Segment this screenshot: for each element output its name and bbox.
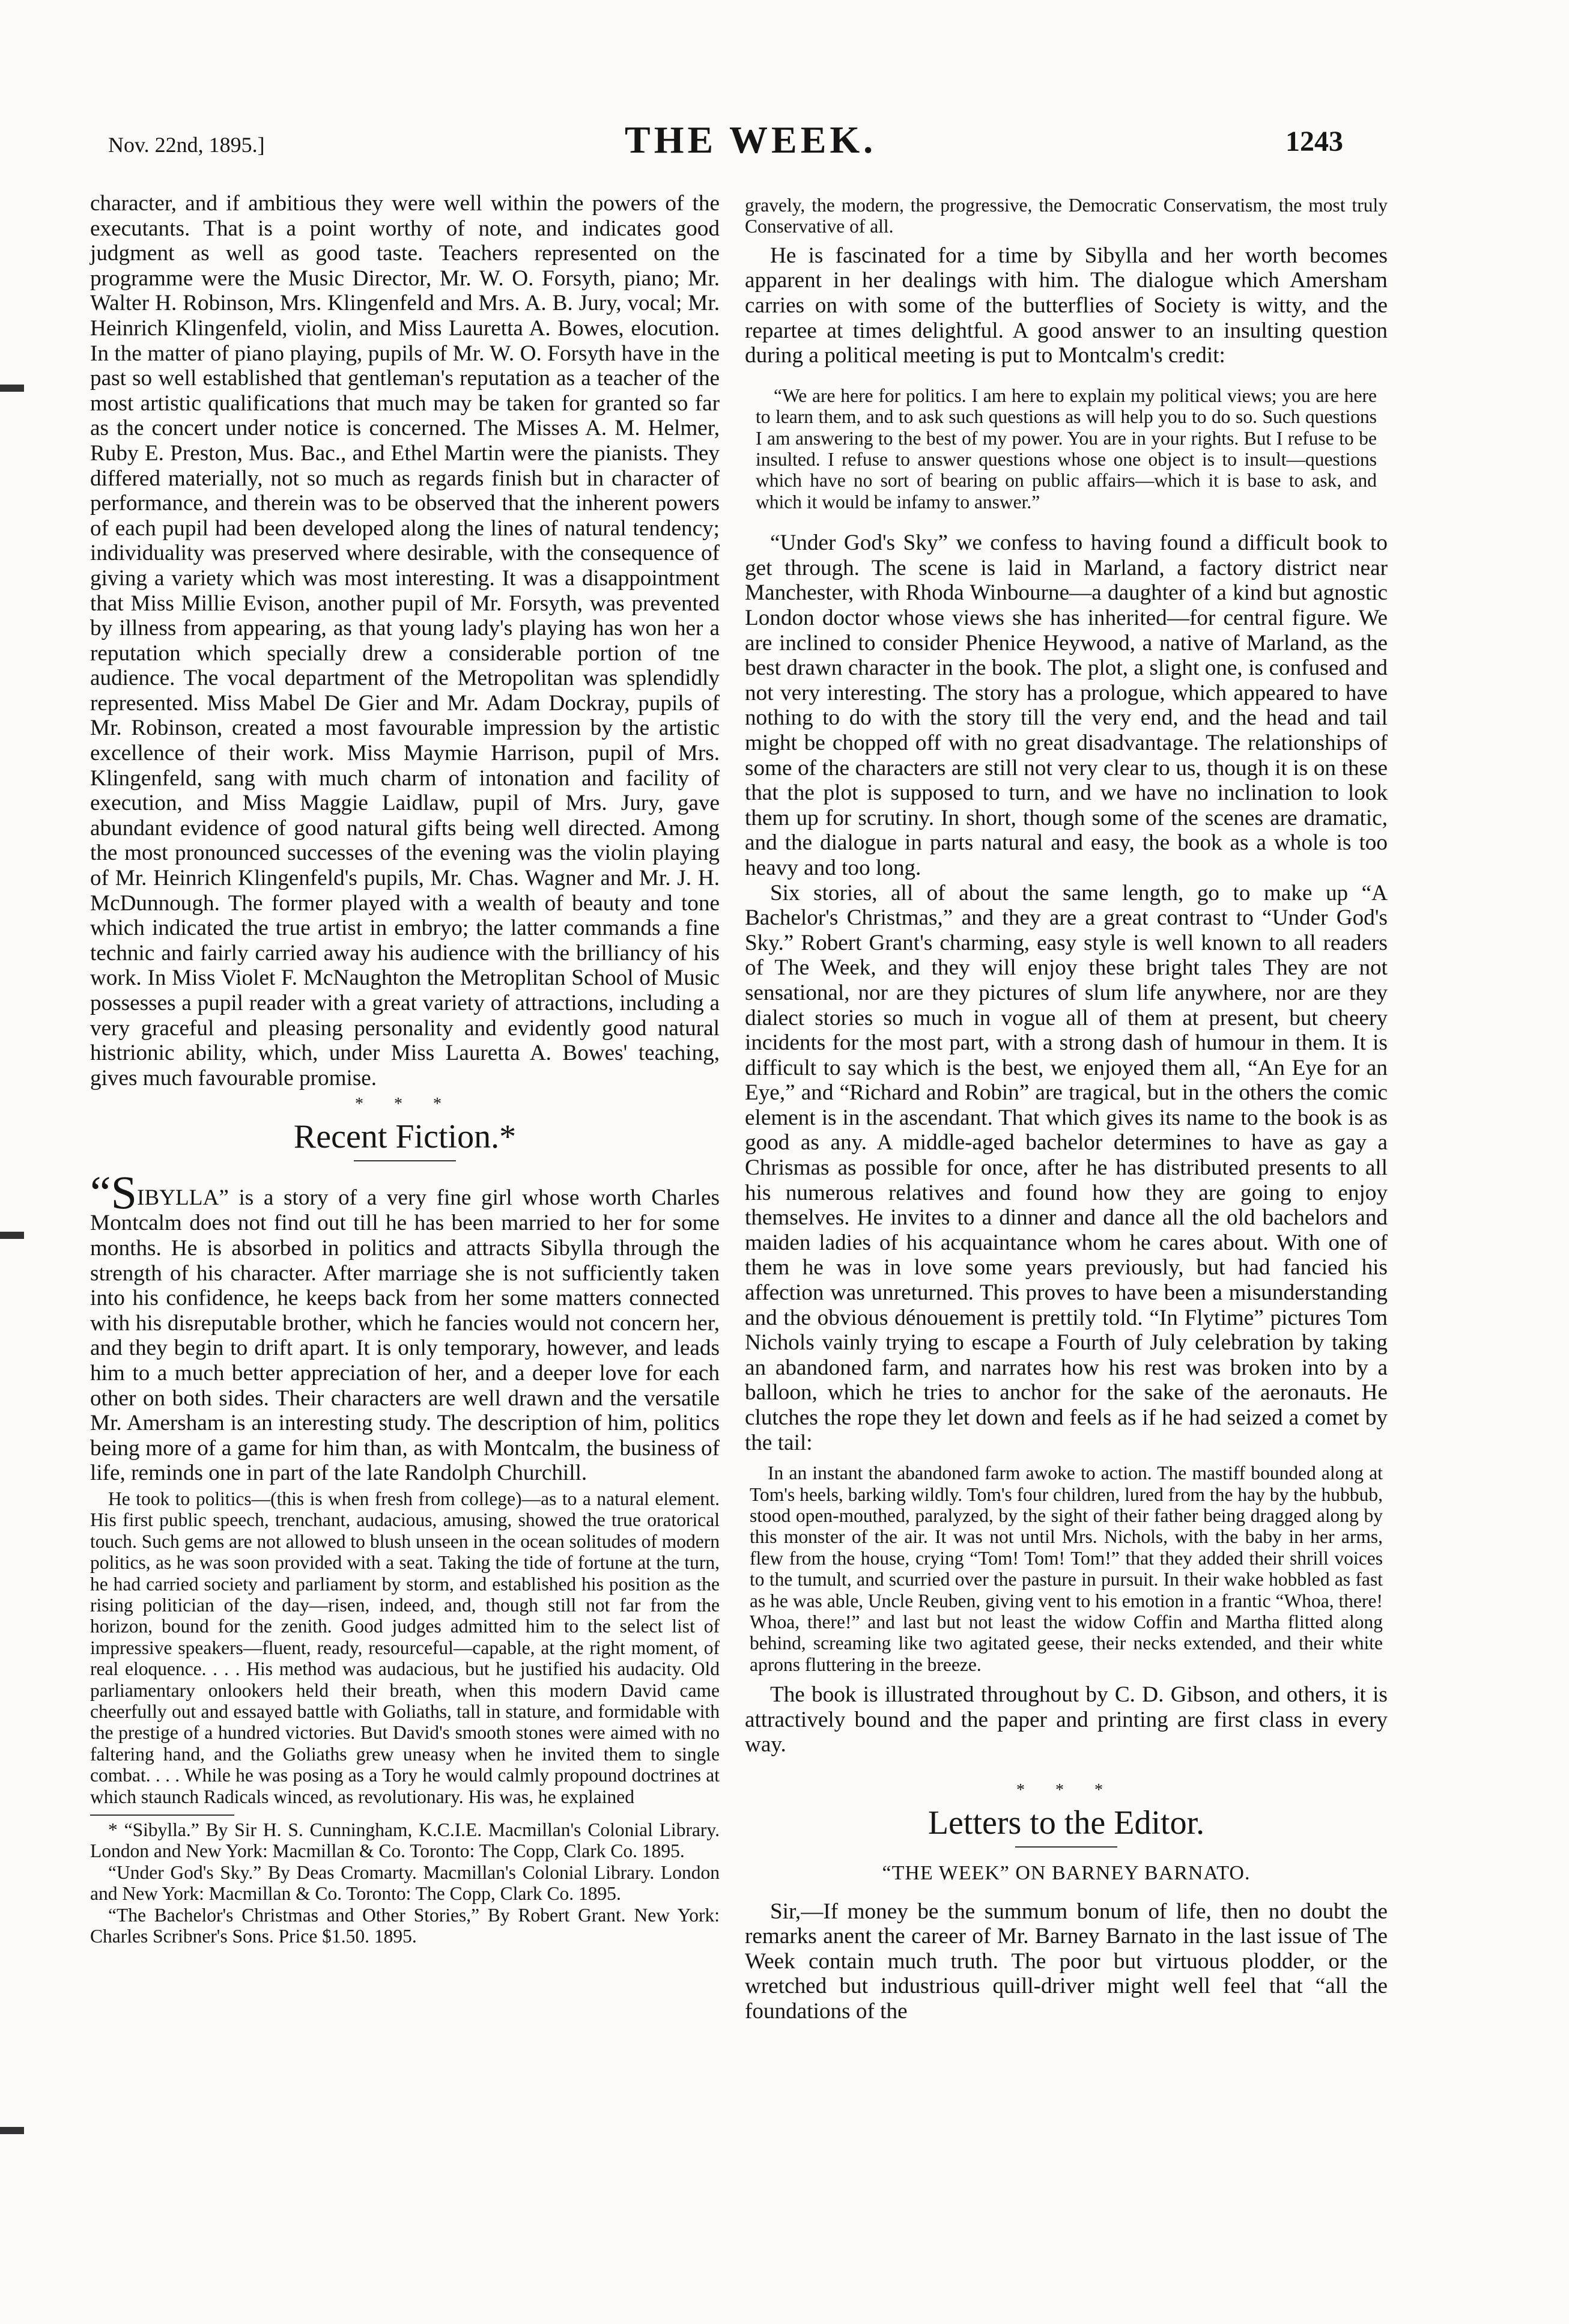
montcalm-quote: “We are here for politics. I am here to explain my political views; you are here to learn them, and to ask such questions as will help you to do so. Such questions I am answering to the best of my power. You are in your rights. But I refuse to be insulted. I refuse to answer questions whose one object is to insult—questions which have no sort of bearing on public affairs—which it is base to ask, and which it would be infamy to answer.” bbox=[756, 385, 1377, 513]
footnote-1: * “Sibylla.” By Sir H. S. Cunningham, K.C.I.E. Macmillan's Colonial Library. London and New York: Macmillan & Co. Toronto: The Copp, Clark Co. 1895. bbox=[90, 1819, 720, 1862]
section-separator: * * * bbox=[355, 1095, 455, 1114]
sibylla-review-paragraph bbox=[90, 1166, 720, 1486]
title-rule bbox=[1015, 1846, 1117, 1848]
under-gods-sky-review: “Under God's Sky” we confess to having found a difficult book to get through. The scene is laid in Marland, a factory district near Manchester, with Rhoda Winbourne—a daughter of a kind but agnostic London doctor whose views she has inherited—for central figure. We are inclined to consider Phenice Heywood, a native of Marland, as the best drawn character in the book. The plot, a slight one, is confused and not very interesting. The story has a prologue, which appeared to have nothing to do with the story till the very end, and the head and tail might be chopped off with no great disadvantage. The relationships of some of the characters are still not very clear to us, though it is on these that the plot is supposed to turn, and we have no inclination to look them up for scrutiny. In short, though some of the scenes are dramatic, and the dialogue in parts natural and easy, the book as a whole is too heavy and too long. bbox=[745, 531, 1388, 880]
section-title-recent-fiction: Recent Fiction.* bbox=[293, 1118, 517, 1156]
binding-mark bbox=[0, 385, 24, 392]
left-column bbox=[90, 191, 720, 1947]
sibylla-review-paragraph-2: He is fascinated for a time by Sibylla and her worth becomes apparent in her dealings with him. The dialogue which Amersham carries on with some of the butterflies of Society is witty, and the repartee at times delightful. A good answer to an insulting question during a political meeting is put to Montcalm's credit: bbox=[745, 243, 1388, 368]
footnote-3: “The Bachelor's Christmas and Other Stories,” By Robert Grant. New York: Charles Scribner's Sons. Price $1.50. 1895. bbox=[90, 1904, 720, 1947]
footnote-2: “Under God's Sky.” By Deas Cromarty. Macmillan's Colonial Library. London and New York: Macmillan & Co. Toronto: The Copp, Clark Co. 1895. bbox=[90, 1861, 720, 1905]
title-rule bbox=[354, 1160, 456, 1161]
amersham-quote: He took to politics—(this is when fresh from college)—as to a natural element. His first public speech, trenchant, audacious, amusing, showed the true oratorical touch. Such gems are not allowed to blush unseen in the ocean solitudes of modern politics, as he was soon provided with a seat. Taking the tide of fortune at the turn, he had carried society and parliament by storm, and established his position as the rising politician of the day—risen, indeed, and, though still not far from the horizon, bound for the zenith. Good judges admitted him to the select list of impressive speakers—fluent, ready, resourceful—capable, at the right moment, of real eloquence. . . . His method was audacious, but he justified his audacity. Old parliamentary onlookers held their breath, when this modern David came cheerfully out and essayed battle with Goliaths, tall in stature, and formidable with the prestige of a hundred victories. But David's smooth stones were aimed with no faltering hand, and the Goliaths grew uneasy when he invited them to single combat. . . . While he was posing as a Tory he would calmly propound doctrines at which staunch Radicals winced, as revolutionary. His was, he explained bbox=[90, 1488, 720, 1807]
section-separator: * * * bbox=[1016, 1781, 1116, 1800]
letter-subheading: “THE WEEK” ON BARNEY BARNATO. bbox=[882, 1862, 1251, 1885]
section-title-letters: Letters to the Editor. bbox=[927, 1804, 1205, 1842]
binding-mark bbox=[0, 1232, 24, 1239]
drop-cap: “S bbox=[90, 1166, 137, 1219]
binding-mark bbox=[0, 2127, 24, 2134]
letter-paragraph: Sir,—If money be the summum bonum of life, then no doubt the remarks anent the career of Mr. Barney Barnato in the last issue of The Week contain much truth. The poor but virtuous plodder, or the wretched but industrious quill-driver might well feel that “all the foundations of the bbox=[745, 1899, 1388, 2024]
bachelors-christmas-review: Six stories, all of about the same length, go to make up “A Bachelor's Christmas,” and they are a great contrast to “Under God's Sky.” Robert Grant's charming, easy style is well known to all readers of The Week, and they will enjoy these bright tales They are not sensational, nor are they pictures of slum life anywhere, nor are they dialect stories so much in vogue all of them at present, but cheery incidents for the most part, with a strong dash of humour in them. It is difficult to say which is the best, we enjoyed them all, “An Eye for an Eye,” and “Richard and Robin” are tragical, but in the others the comic element is in the ascendant. That which gives its name to the book is as good as any. A middle-aged bachelor determines to have as gay a Chrismas as possible for once, after he has distributed presents to all his numerous relatives and found how they are going to enjoy themselves. He invites to a dinner and dance all the old bachelors and maiden ladies of his acquaintance whom he cares about. With one of them he was in love some years previously, but had fancied his affection was unreturned. This proves to have been a misunderstanding and the obvious dénouement is prettily told. “In Flytime” pictures Tom Nichols vainly trying to escape a Fourth of July celebration by taking an abandoned farm, and narrates how his rest was broken into by a balloon, which he tries to anchor for the sake of the aeronauts. He clutches the rope they let down and feels as if he had seized a comet by the tail: bbox=[745, 880, 1388, 1455]
quote-continuation: gravely, the modern, the progressive, the Democratic Conservatism, the most truly Conservative of all. bbox=[745, 195, 1388, 237]
illustration-note: The book is illustrated throughout by C. D. Gibson, and others, it is attractively bound and the paper and printing are first class in every way. bbox=[745, 1682, 1388, 1757]
right-column bbox=[745, 195, 1388, 2024]
issue-date: Nov. 22nd, 1895.] bbox=[108, 133, 265, 157]
page-number: 1243 bbox=[1285, 126, 1343, 157]
masthead-title: THE WEEK. bbox=[625, 118, 877, 161]
footnote-rule bbox=[90, 1814, 234, 1816]
in-flytime-quote: In an instant the abandoned farm awoke to action. The mastiff bounded along at Tom's heels, barking wildly. Tom's four children, lured from the hay by the hubbub, stood open-mouthed, paralyzed, by the sight of their father being dragged along by this monster of the air. It was not until Mrs. Nichols, with the baby in her arms, flew from the house, crying “Tom! Tom! Tom!” that they added their shrill voices to the tumult, and scurried over the pasture in pursuit. In their wake hobbled as fast as he was able, Uncle Reuben, giving vent to his emotion in a frantic “Whoa, there! Whoa, there!” and last but not least the widow Coffin and Martha flitted along behind, screaming like two agitated geese, their necks extended, and their white aprons fluttering in the breeze. bbox=[750, 1462, 1383, 1675]
page-header bbox=[0, 0, 1569, 180]
sibylla-review-text: IBYLLA” is a story of a very fine girl whose worth Charles Montcalm does not find out till he has been married to her for some months. He is absorbed in politics and attracts Sibylla through the strength of his character. After marriage she is not sufficiently taken into his confidence, he keeps back from her some matters connected with his disreputable brother, which he fancies would not concern her, and they begin to drift apart. It is only temporary, however, and leads him to a much better appreciation of her, and a deeper love for each other on both sides. Their characters are well drawn and the versatile Mr. Amersham is an interesting study. The description of him, politics being more of a game for him than, as with Montcalm, the business of life, reminds one in part of the late Randolph Churchill. bbox=[90, 1185, 720, 1486]
concert-review-paragraph: character, and if ambitious they were well within the powers of the executants. That is a point worthy of note, and indicates good judgment as well as good taste. Teachers represented on the programme were the Music Director, Mr. W. O. Forsyth, piano; Mr. Walter H. Robinson, Mrs. Klingenfeld and Mrs. A. B. Jury, vocal; Mr. Heinrich Klingenfeld, violin, and Miss Lauretta A. Bowes, elocution. In the matter of piano playing, pupils of Mr. W. O. Forsyth have in the past so well established that gentleman's reputation as a teacher of the most artistic qualifications that much may be taken for granted so far as the concert under notice is concerned. The Misses A. M. Helmer, Ruby E. Preston, Mus. Bac., and Ethel Martin were the pianists. They differed materially, not so much as regards finish but in character of performance, and therein was to be observed that the inherent powers of each pupil had been developed along the lines of natural tendency; individuality was preserved where desirable, with the consequence of giving a variety which was most interesting. It was a disappointment that Miss Millie Evison, another pupil of Mr. Forsyth, was prevented by illness from appearing, as that young lady's playing has won her a reputation which specially drew a considerable portion of tne audience. The vocal department of the Metropolitan was splendidly represented. Miss Mabel De Gier and Mr. Adam Dockray, pupils of Mr. Robinson, created a most favourable impression by the artistic excellence of their work. Miss Maymie Harrison, pupil of Mrs. Klingenfeld, sang with much charm of intonation and facility of execution, and Miss Maggie Laidlaw, pupil of Mrs. Jury, gave abundant evidence of good natural gifts being well directed. Among the most pronounced successes of the evening was the violin playing of Mr. Heinrich Klingenfeld's pupils, Mr. Chas. Wagner and Mr. J. H. McDunnough. The former played with a wealth of beauty and tone which indicated the true artist in embryo; the latter commands a fine technic and fairly carried away his audience with the brilliancy of his work. In Miss Violet F. McNaughton the Metroplitan School of Music possesses a pupil reader with a great variety of attractions, including a very graceful and pleasing personality and evidently good natural histrionic ability, which, under Miss Lauretta A. Bowes' teaching, gives much favourable promise. bbox=[90, 191, 720, 1091]
